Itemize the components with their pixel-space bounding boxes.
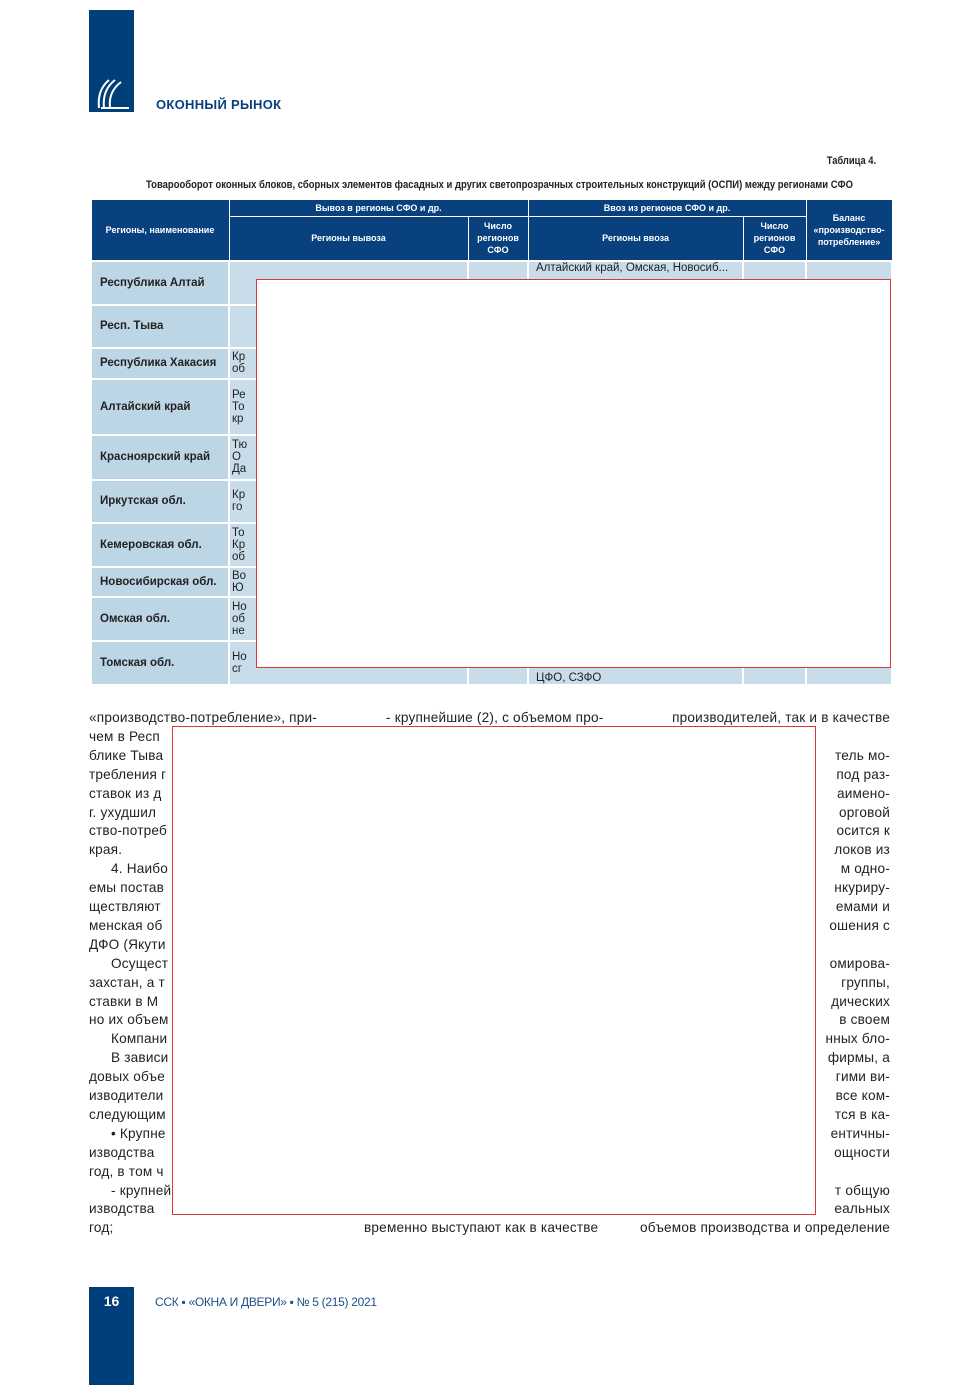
body-line-left: захстан, а т (89, 974, 165, 990)
body-line-left: блике Тыва (89, 747, 164, 763)
header-export-group: Вывоз в регионы СФО и др. (229, 200, 528, 217)
export-regions-cell: Кр го (229, 480, 468, 523)
body-line-left: довых объе (89, 1069, 166, 1085)
body-line-right: м одно- (840, 861, 890, 877)
import-regions-cell: Алтайский край, Омская, Новосиб... (528, 261, 743, 305)
body-line-left: ставок из д (89, 785, 162, 801)
region-cell: Красноярский край (91, 435, 229, 480)
body-line-right: фирмы, а (827, 1050, 890, 1066)
body-line-left: год; (89, 1220, 114, 1236)
body-line-left: емы постав (89, 880, 165, 896)
body-line-left: • Крупне (111, 1125, 166, 1141)
body-line-left: но их объем (89, 1012, 169, 1028)
region-cell: Республика Алтай (91, 261, 229, 305)
body-line-right: омирова- (829, 955, 890, 971)
body-line-left: края. (89, 842, 123, 858)
header-bar (89, 10, 134, 112)
section-title: ОКОННЫЙ РЫНОК (156, 97, 282, 112)
table-number: Таблица 4. (826, 155, 876, 167)
header-balance: Баланс «производство-потребление» (806, 200, 892, 261)
body-line-left: Компани (111, 1031, 168, 1047)
body-line-right: аимено- (836, 785, 890, 801)
region-cell: Томская обл. (91, 641, 229, 685)
body-line-right: ошения с (829, 917, 890, 933)
body-line-right: ентичны- (830, 1125, 890, 1141)
export-regions-cell: Но сг (229, 641, 468, 685)
body-line-right: ощности (834, 1144, 890, 1160)
body-line-left: ДФО (Якути (89, 936, 166, 952)
export-regions-cell: Кр об (229, 348, 468, 379)
body-line-right: тель мо- (834, 747, 890, 763)
body-line-left: 4. Наибо (111, 861, 169, 877)
export-regions-cell: То Кр об (229, 523, 468, 567)
body-line-right: еальных (834, 1201, 890, 1217)
body-line-left: ществляют (89, 899, 161, 914)
body-line-left: Осущест (111, 955, 169, 971)
journal-info: ССК ▪ «ОКНА И ДВЕРИ» ▪ № 5 (215) 2021 (155, 1295, 377, 1309)
region-cell: Алтайский край (91, 379, 229, 435)
region-cell: Кемеровская обл. (91, 523, 229, 567)
body-line-right: т общую (834, 1182, 890, 1198)
export-regions-cell: Но об не (229, 597, 468, 641)
export-regions-cell: Ре То кр (229, 379, 468, 435)
table-title: Товарооборот оконных блоков, сборных элементов фасадных и других светопрозрачных строительных конструкций (ОСПИ) между регионами СФО (146, 179, 853, 191)
body-line-left: изводства (89, 1144, 155, 1160)
export-regions-cell: Во Ю (229, 567, 468, 597)
body-line-left: требления г (89, 766, 167, 782)
body-line-right: объемов производства и определение (640, 1220, 890, 1236)
body-line-right: емами и (835, 899, 890, 914)
export-regions-cell: Тю О Да (229, 435, 468, 480)
body-line-middle: - крупнейшие (2), с объемом про- (386, 710, 604, 725)
body-line-right: локов из (834, 842, 890, 858)
body-line-left: следующим (89, 1106, 166, 1122)
body-line-left: г. ухудшил (89, 804, 157, 820)
region-cell: Новосибирская обл. (91, 567, 229, 597)
header-import-regions: Регионы ввоза (528, 217, 743, 261)
body-line-right: нных бло- (825, 1031, 890, 1047)
body-line-middle: временно выступают как в качестве (364, 1220, 599, 1236)
header-export-regions: Регионы вывоза (229, 217, 468, 261)
header-region: Регионы, наименование (91, 200, 229, 261)
body-line-right: дических (831, 993, 890, 1009)
body-line-left: чем в Респ (89, 728, 160, 744)
body-line-left: ставки в М (89, 993, 159, 1009)
body-line-right: гими ви- (835, 1069, 890, 1085)
body-line-left: изводители (89, 1088, 164, 1103)
body-line-left: изводства (89, 1201, 155, 1217)
body-line-left: В зависи (111, 1050, 169, 1066)
redaction-box-table (256, 279, 891, 668)
body-line-right: производителей, так и в качестве (672, 710, 890, 725)
region-cell: Республика Хакасия (91, 348, 229, 379)
body-line-left: «производство-потребление», при- (89, 710, 318, 725)
body-line-left: - крупней (111, 1182, 172, 1198)
body-line-right: в своем (839, 1012, 890, 1028)
header-import-group: Ввоз из регионов СФО и др. (528, 200, 806, 217)
body-line-right: группы, (841, 974, 890, 990)
body-line-right: нкуриру- (834, 880, 890, 896)
region-cell: Иркутская обл. (91, 480, 229, 523)
region-cell: Омская обл. (91, 597, 229, 641)
body-line-right: все ком- (835, 1088, 890, 1103)
header-export-count: Число регионов СФО (468, 217, 528, 261)
body-line-right: под раз- (836, 766, 890, 782)
logo-icon (89, 10, 134, 112)
body-line-left: ство-потреб (89, 823, 167, 839)
page-number: 16 (103, 1293, 120, 1309)
import-regions-cell: ЦФО, СЗФО (528, 641, 743, 685)
body-line-right: тся в ка- (834, 1106, 890, 1122)
body-line-left: менская об (89, 917, 163, 933)
redaction-box-text (172, 726, 816, 1215)
region-cell: Респ. Тыва (91, 305, 229, 348)
header-import-count: Число регионов СФО (743, 217, 806, 261)
body-line-right: осится к (836, 823, 890, 839)
body-line-right: орговой (839, 804, 890, 820)
body-line-left: год, в том ч (89, 1163, 164, 1179)
